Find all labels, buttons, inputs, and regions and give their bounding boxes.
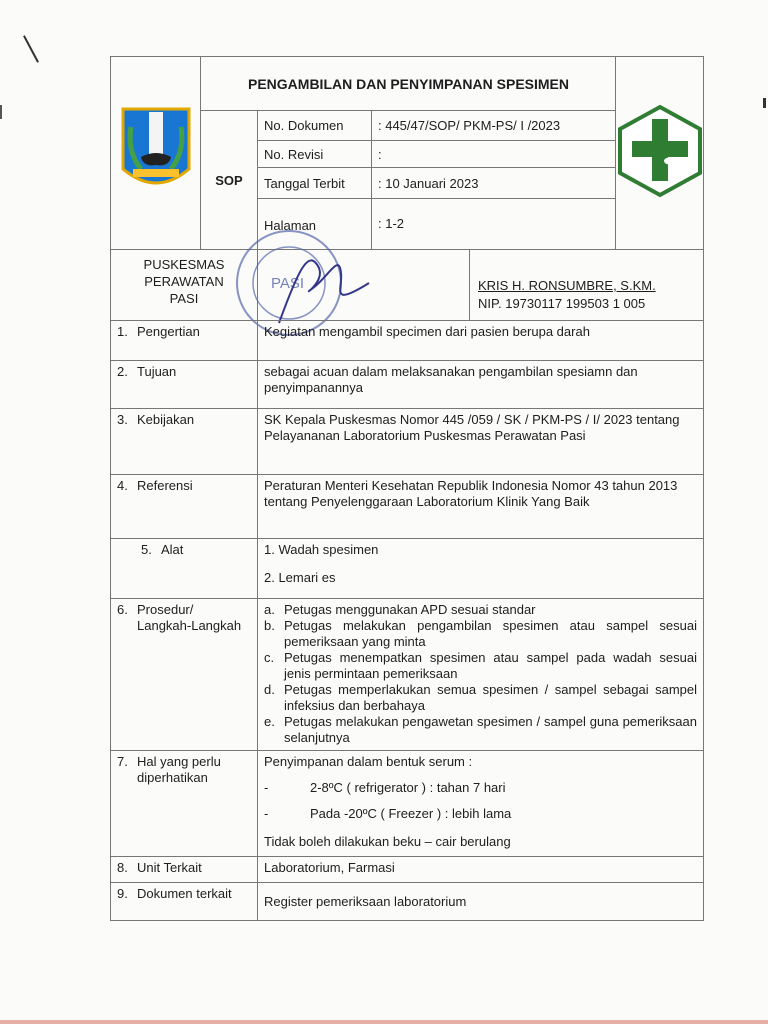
section-content: Kegiatan mengambil specimen dari pasien berupa darah (258, 321, 704, 361)
list-item: d. Petugas memperlakukan semua spesimen / sampel sebagai sampel infeksius dan berbahaya (264, 682, 697, 713)
meta-value: : 445/47/SOP/ PKM-PS/ I /2023 (378, 118, 561, 133)
table-row (111, 475, 704, 539)
signature-block (110, 250, 704, 320)
table-row (111, 409, 704, 475)
procedure-steps (264, 602, 697, 746)
meta-key: No. Revisi (264, 147, 324, 162)
table-row (111, 321, 704, 361)
signatory-nip: NIP. 19730117 199503 1 005 (478, 296, 646, 311)
pen-mark (23, 35, 39, 62)
org-line: PUSKESMAS (143, 257, 225, 272)
meta-key: No. Dokumen (264, 118, 344, 133)
page-bottom-edge (0, 1020, 768, 1024)
table-row (111, 751, 704, 857)
meta-value: : 10 Januari 2023 (378, 176, 479, 191)
signatory (470, 250, 704, 320)
list-item: c. Petugas menempatkan spesimen atau sampel pada wadah sesuai jenis permintaan pemeriksaan (264, 650, 697, 681)
puskesmas-logo-cell (615, 57, 703, 250)
margin-mark (0, 105, 2, 119)
meta-row-issue-date (258, 168, 616, 199)
edge-mark (763, 98, 766, 108)
section-content: Register pemeriksaan laboratorium (258, 883, 704, 921)
section-content (258, 539, 704, 599)
section-label: 7. Hal yang perlu diperhatikan (111, 751, 258, 857)
document-title: PENGAMBILAN DAN PENYIMPANAN SPESIMEN (201, 57, 616, 111)
document-header (110, 56, 704, 250)
note-footer: Tidak boleh dilakukan beku – cair berulang (264, 834, 511, 849)
section-label: 8. Unit Terkait (111, 857, 258, 883)
sop-label: SOP (201, 111, 258, 250)
signatory-name: KRIS H. RONSUMBRE, S.KM. (478, 278, 656, 293)
meta-row-document-number (258, 111, 616, 141)
section-label: 6. Prosedur/ Langkah-Langkah (111, 599, 258, 751)
regency-emblem-icon (111, 57, 201, 250)
org-line: PASI (169, 291, 199, 306)
regency-logo-cell (111, 57, 201, 250)
table-row (111, 539, 704, 599)
section-label: 3. Kebijakan (111, 409, 258, 475)
meta-key: Halaman (264, 218, 317, 233)
meta-row-revision (258, 141, 616, 168)
note-intro: Penyimpanan dalam bentuk serum : (264, 754, 473, 769)
section-content (258, 751, 704, 857)
section-label: 5. Alat (111, 539, 258, 599)
sop-content-table (110, 320, 704, 921)
meta-key: Tanggal Terbit (264, 176, 345, 191)
list-item: a. Petugas menggunakan APD sesuai standar (264, 602, 536, 617)
table-row (111, 883, 704, 921)
section-label: 1. Pengertian (111, 321, 258, 361)
table-row (111, 361, 704, 409)
section-content (258, 599, 704, 751)
puskesmas-cross-icon (616, 57, 704, 250)
table-row (111, 599, 704, 751)
list-item: 2. Lemari es (264, 570, 336, 585)
section-label: 2. Tujuan (111, 361, 258, 409)
list-item: b. Petugas melakukan pengambilan spesimen atau sampel sesuai pemeriksaan yang minta (264, 618, 697, 649)
section-content: SK Kepala Puskesmas Nomor 445 /059 / SK / PKM-PS / I/ 2023 tentang Pelayananan Laboratorium Puskesmas Perawatan Pasi (258, 409, 704, 475)
section-content: sebagai acuan dalam melaksanakan pengambilan spesiamn dan penyimpanannya (258, 361, 704, 409)
list-item: - Pada -20ºC ( Freezer ) : lebih lama (264, 806, 512, 821)
org-line: PERAWATAN (144, 274, 224, 289)
stamp-text: PASI (271, 275, 305, 292)
meta-value: : (378, 147, 382, 162)
section-label: 4. Referensi (111, 475, 258, 539)
section-content: Laboratorium, Farmasi (258, 857, 704, 883)
section-label: 9. Dokumen terkait (111, 883, 258, 921)
list-item: - 2-8ºC ( refrigerator ) : tahan 7 hari (264, 780, 506, 795)
section-content: Peraturan Menteri Kesehatan Republik Indonesia Nomor 43 tahun 2013 tentang Penyelenggaraan Laboratorium Klinik Yang Baik (258, 475, 704, 539)
table-row (111, 857, 704, 883)
meta-value: : 1-2 (378, 216, 405, 231)
list-item: 1. Wadah spesimen (264, 542, 379, 557)
list-item: e. Petugas melakukan pengawetan spesimen / sampel guna pemeriksaan selanjutnya (264, 714, 697, 745)
